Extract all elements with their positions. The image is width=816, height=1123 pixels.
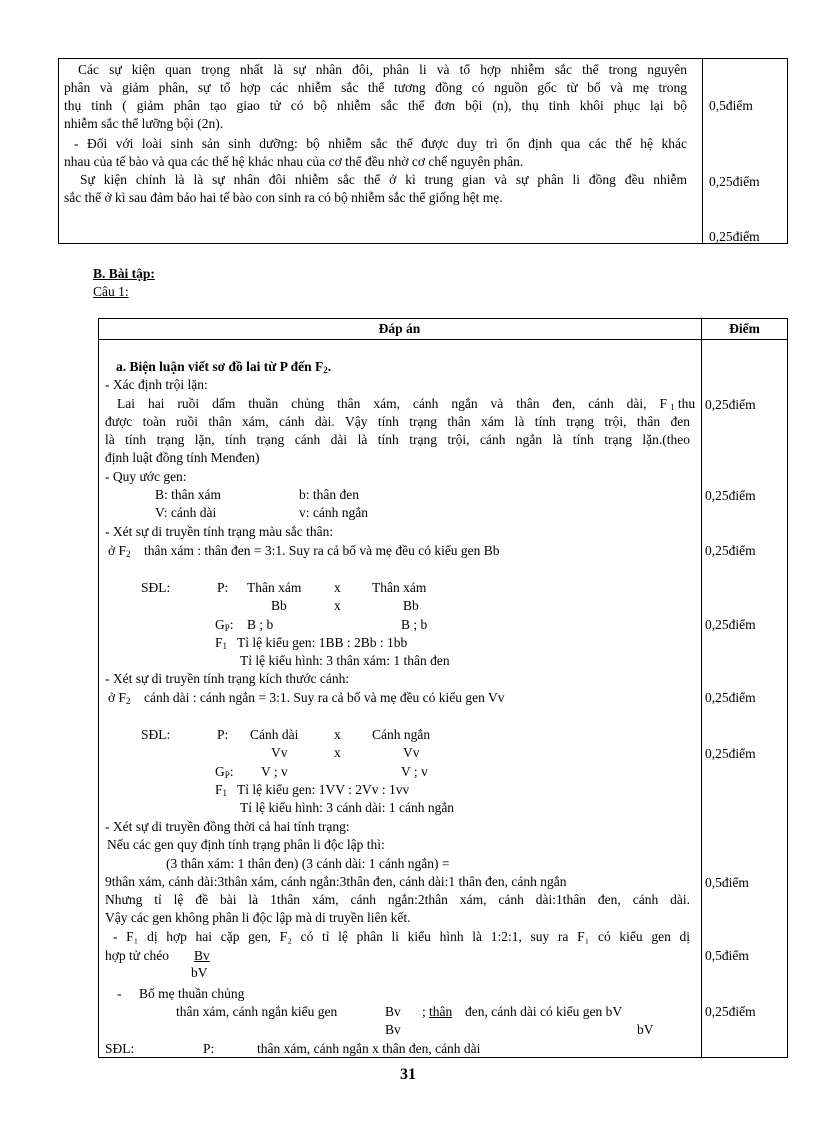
- cross-parent: Thân xám: [372, 580, 427, 595]
- text-line: $_1$ thu: [670, 396, 696, 412]
- gamete: B ; b: [401, 617, 428, 632]
- text-line: là tính trạng lặn, tính trạng cánh dài là tính trạng trội, cánh ngắn là tính trạng lặn.(theo: [105, 432, 690, 447]
- text-line: được toàn ruồi thân xám, cánh dài. Vậy tính trạng thân xám là tính trạng trội, thân đen: [105, 414, 690, 429]
- section-heading: B. Bài tập:: [93, 266, 155, 281]
- score: 0,5điểm: [705, 948, 749, 963]
- gamete-label: $G_P$:: [215, 617, 234, 633]
- score: 0,25điểm: [705, 617, 756, 632]
- score: 0,25điểm: [705, 543, 756, 558]
- score: 0,25điểm: [705, 397, 756, 412]
- cross-x: x: [334, 727, 341, 742]
- text-line: Nếu các gen quy định tính trạng phân li độc lập thì:: [107, 837, 385, 852]
- text-line: - Quy ước gen:: [105, 469, 187, 484]
- column-divider: [701, 319, 702, 1057]
- score: 0,5điểm: [705, 875, 749, 890]
- text-line: Nhưng tỉ lệ đề bài là 1thân xám, cánh ngắn:2thân xám, cánh dài:1thân đen, cánh dài.: [105, 892, 690, 907]
- sdl-label: SĐL:: [141, 580, 171, 595]
- text-line: Vậy các gen không phân li độc lập mà di truyền liên kết.: [105, 910, 411, 925]
- t1-line: sắc thể ở kì sau đảm bảo hai tế bào con sinh ra có bộ nhiễm sắc thể giống hệt mẹ.: [64, 190, 503, 205]
- column-divider: [702, 59, 703, 243]
- cross-x: x: [334, 580, 341, 595]
- text-line: - Xét sự di truyền đồng thời cả hai tính trạng:: [105, 819, 350, 834]
- score: 0,25điểm: [705, 488, 756, 503]
- gene-B: B: thân xám: [155, 487, 221, 502]
- gene-b: b: thân đen: [299, 487, 359, 502]
- score: 0,25điểm: [709, 229, 760, 244]
- genotype: Bb: [403, 598, 419, 613]
- t1-line: nhau của tế bào và qua các thế hệ khác nhau của cơ thể đều nhờ cơ chế nguyên phân.: [64, 154, 524, 169]
- text-line: - F₁ dị hợp hai cặp gen, F₂ có tỉ lệ phân li kiểu hình là 1:2:1, suy ra F₁ có kiểu gen dị: [113, 929, 690, 944]
- genotype-numerator: Bv: [194, 948, 210, 963]
- gene-v: v: cánh ngắn: [299, 505, 368, 520]
- part-a-title: a. Biện luận viết sơ đồ lai từ P đến $F_2$.: [116, 359, 332, 375]
- score: 0,25điểm: [709, 174, 760, 189]
- genotype: bV: [637, 1022, 654, 1037]
- gamete: V ; v: [261, 764, 288, 779]
- score: 0,5điểm: [709, 98, 753, 113]
- text-line: hợp tử chéo: [105, 948, 169, 963]
- bullet-dash: -: [117, 986, 122, 1001]
- f1-label: $F_1$: [215, 782, 228, 798]
- t1-line: phân và giảm phân, sự tổ hợp các nhiễm sắc thể tương đồng có nguồn gốc từ bố và mẹ trong: [64, 80, 687, 95]
- t1-line: thụ tinh ( giảm phân tạo giao tử có bộ nhiễm sắc thể đơn bội (n), thụ tinh khôi phục lại bộ: [64, 98, 687, 113]
- gamete: V ; v: [401, 764, 428, 779]
- score: 0,25điểm: [705, 1004, 756, 1019]
- gene-V: V: cánh dài: [155, 505, 217, 520]
- text-line: ở $F_2$ thân xám : thân đen = 3:1. Suy ra cả bố và mẹ đều có kiểu gen Bb: [108, 543, 500, 559]
- ratio-phenotype: Tỉ lệ kiểu hình: 3 thân xám: 1 thân đen: [240, 653, 450, 668]
- header-divider: [99, 339, 787, 340]
- sdl-label: SĐL:: [105, 1041, 135, 1056]
- genotype: Bb: [271, 598, 287, 613]
- cross-parent: Cánh dài: [250, 727, 299, 742]
- text-line: - Xác định trội lặn:: [105, 377, 208, 392]
- f1-label: $F_1$: [215, 635, 228, 651]
- t1-line: nhiễm sắc thể lưỡng bội (2n).: [64, 116, 224, 131]
- text-line: thân: [429, 1004, 453, 1019]
- text-line: ở $F_2$ cánh dài : cánh ngắn = 3:1. Suy ra cả bố và mẹ đều có kiểu gen Vv: [108, 690, 505, 706]
- sdl-label: SĐL:: [141, 727, 171, 742]
- text-line: đen, cánh dài có kiểu gen bV: [465, 1004, 623, 1019]
- gamete: B ; b: [247, 617, 274, 632]
- cross-p: P:: [217, 727, 229, 742]
- text-line: - Xét sự di truyền tính trạng màu sắc thân:: [105, 524, 334, 539]
- ratio-genotype: Tỉ lệ kiểu gen: 1VV : 2Vv : 1vv: [237, 782, 410, 797]
- page-number: 31: [400, 1066, 416, 1083]
- text-line: (3 thân xám: 1 thân đen) (3 cánh dài: 1 cánh ngắn) =: [166, 856, 450, 871]
- cross-x: x: [334, 745, 341, 760]
- question-label: Câu 1:: [93, 284, 129, 299]
- t1-line: - Đối với loài sinh sản sinh dưỡng: bộ nhiễm sắc thể được duy trì ổn định qua các thế hệ khác: [74, 136, 687, 151]
- cross-parent: Cánh ngắn: [372, 727, 431, 742]
- header-answer: Đáp án: [378, 321, 421, 336]
- text-line: Bố mẹ thuần chủng: [139, 986, 245, 1001]
- cross-parent: Thân xám: [247, 580, 302, 595]
- genotype: Bv: [385, 1004, 401, 1019]
- score: 0,25điểm: [705, 690, 756, 705]
- header-score: Điểm: [729, 321, 760, 336]
- ratio-genotype: Tỉ lệ kiểu gen: 1BB : 2Bb : 1bb: [237, 635, 408, 650]
- t1-line: Sự kiện chính là là sự nhân đôi nhiễm sắc thể ở kì trung gian và sự phân li đồng đều nhiễm: [80, 172, 687, 187]
- genotype: Vv: [271, 745, 288, 760]
- separator: ;: [422, 1004, 426, 1019]
- genotype: Vv: [403, 745, 420, 760]
- genotype-denominator: bV: [191, 965, 208, 980]
- gamete-label: $G_P$:: [215, 764, 234, 780]
- text-line: 9thân xám, cánh dài:3thân xám, cánh ngắn:3thân đen, cánh dài:1 thân đen, cánh ngắn: [105, 874, 567, 889]
- ratio-phenotype: Tỉ lệ kiểu hình: 3 cánh dài: 1 cánh ngắn: [240, 800, 455, 815]
- text-line: thân xám, cánh ngắn kiểu gen: [176, 1004, 338, 1019]
- cross-p: P:: [203, 1041, 215, 1056]
- genotype: Bv: [385, 1022, 401, 1037]
- score: 0,25điểm: [705, 746, 756, 761]
- text-line: - Xét sự di truyền tính trạng kích thước cánh:: [105, 671, 350, 686]
- cross-x: x: [334, 598, 341, 613]
- text-line: Lai hai ruồi dấm thuần chủng thân xám, cánh ngắn và thân đen, cánh dài, F: [117, 396, 667, 411]
- cross-p: P:: [217, 580, 229, 595]
- t1-line: Các sự kiện quan trọng nhất là sự nhân đôi, phân li và tổ hợp nhiễm sắc thể trong nguyên: [78, 62, 687, 77]
- text-line: định luật đồng tính Menđen): [105, 450, 260, 465]
- text-line: thân xám, cánh ngắn x thân đen, cánh dài: [257, 1041, 481, 1056]
